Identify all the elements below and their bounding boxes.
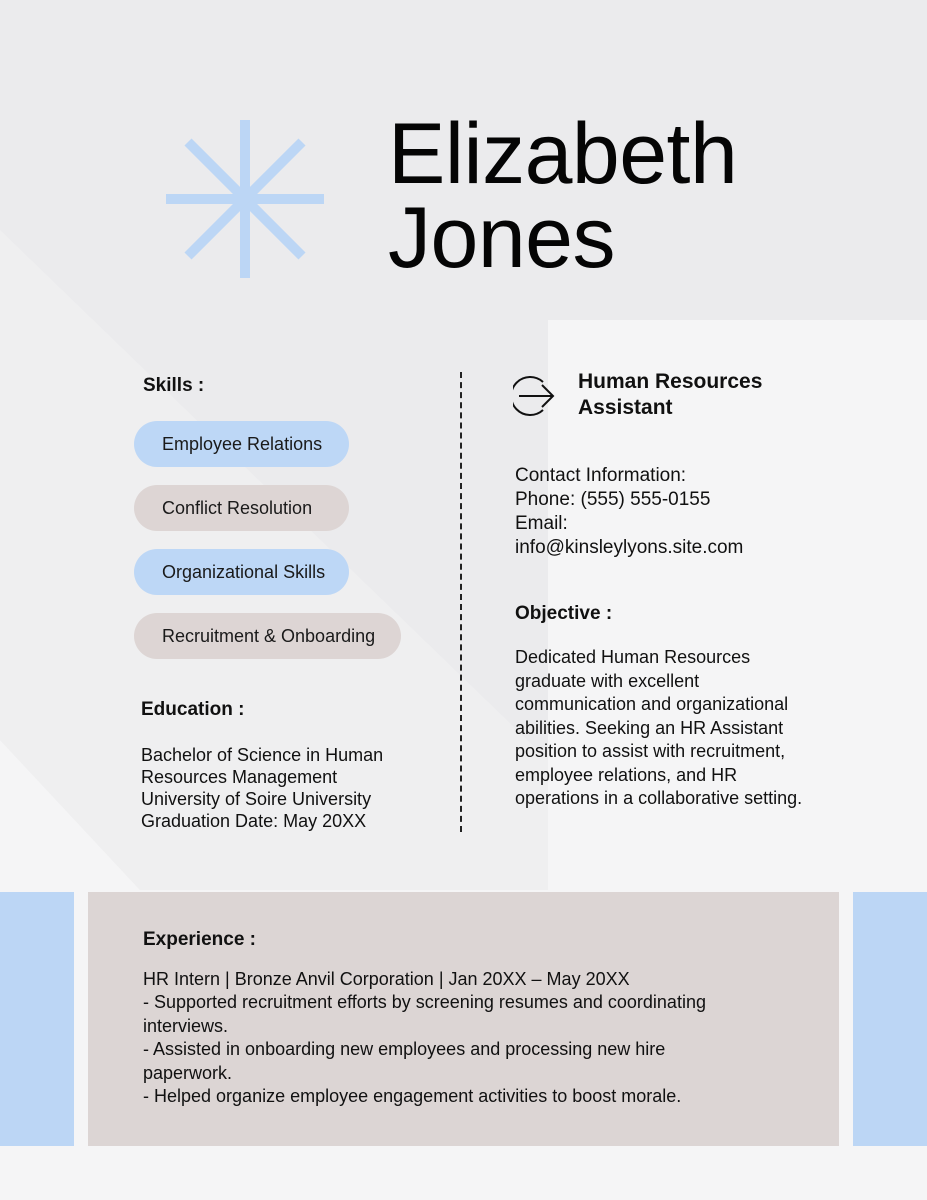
experience-right-accent <box>853 892 927 1146</box>
education-line: Bachelor of Science in Human <box>141 745 384 765</box>
experience-bullet: - Helped organize employee engagement activities to boost morale. <box>143 1086 682 1107</box>
skill-pill-conflict-resolution: Conflict Resolution <box>134 485 349 531</box>
education-line: Graduation Date: May 20XX <box>141 811 367 831</box>
last-name: Jones <box>388 190 615 286</box>
education-details <box>141 744 383 832</box>
experience-bullet: - Supported recruitment efforts by screening resumes and coordinating interviews. <box>143 992 706 1036</box>
skills-heading: Skills : <box>143 375 205 396</box>
objective-text: Dedicated Human Resources graduate with excellent communication and organizational abilities. Seeking an HR Assistant position to assist with recruitment, employee relations, and HR operations in a collaborative setting. <box>515 647 803 808</box>
experience-bullet: - Assisted in onboarding new employees and processing new hire paperwork. <box>143 1039 666 1083</box>
contact-information <box>515 464 743 560</box>
skill-pill-recruitment-onboarding: Recruitment & Onboarding <box>134 613 401 659</box>
experience-heading: Experience : <box>143 929 256 950</box>
experience-left-accent <box>0 892 74 1146</box>
education-heading: Education : <box>141 699 245 720</box>
column-divider <box>460 372 462 832</box>
candidate-name <box>388 106 738 286</box>
asterisk-star-icon <box>166 120 324 278</box>
skill-pill-organizational-skills: Organizational Skills <box>134 549 349 595</box>
contact-email: info@kinsleylyons.site.com <box>515 537 744 558</box>
education-line: University of Soire University <box>141 789 372 809</box>
experience-details <box>143 968 743 1108</box>
objective-heading: Objective : <box>515 603 613 624</box>
arrow-right-circle-icon <box>513 374 557 418</box>
first-name: Elizabeth <box>388 106 738 202</box>
skill-pill-employee-relations: Employee Relations <box>134 421 349 467</box>
contact-heading: Contact Information: <box>515 465 687 486</box>
experience-role: HR Intern | Bronze Anvil Corporation | Jan 20XX – May 20XX <box>143 969 630 989</box>
education-line: Resources Management <box>141 767 338 787</box>
job-title: Human Resources Assistant <box>578 370 763 419</box>
contact-phone: Phone: (555) 555-0155 <box>515 489 711 510</box>
contact-email-label: Email: <box>515 513 568 534</box>
